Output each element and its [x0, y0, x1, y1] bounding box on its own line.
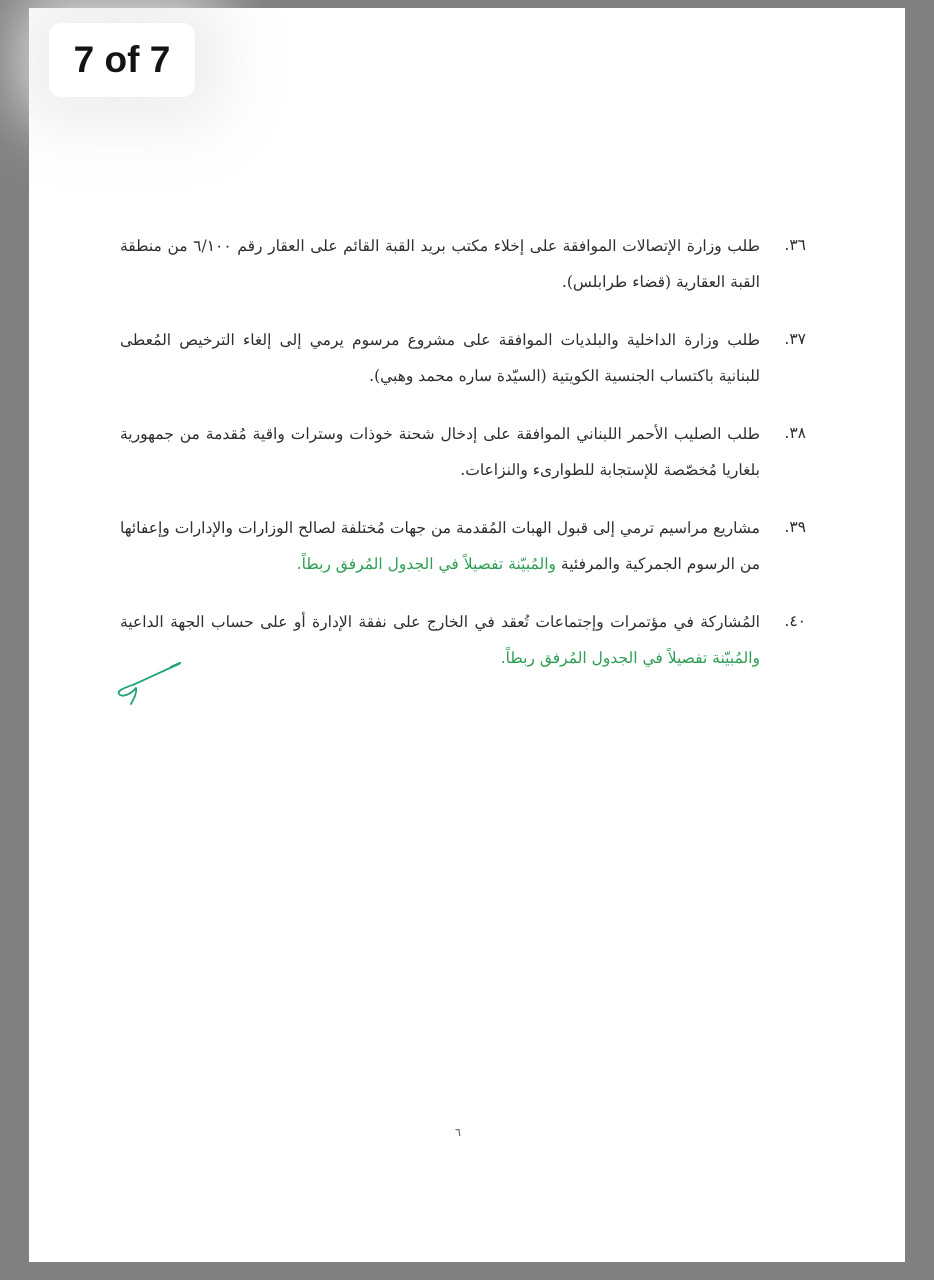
agenda-items-list — [120, 228, 806, 698]
agenda-item — [120, 228, 806, 322]
item-number: ٣٩. — [784, 518, 806, 536]
item-text — [120, 416, 760, 488]
item-text-highlight: والمُبيّنة تفصيلاً في الجدول المُرفق ربطاً. — [296, 555, 556, 573]
page-number: ٦ — [455, 1126, 461, 1139]
item-number: ٣٧. — [784, 330, 806, 348]
item-text — [120, 228, 760, 300]
item-text-main: طلب وزارة الإتصالات الموافقة على إخلاء مكتب بريد القبة القائم على العقار رقم ٦/١٠٠ من منطقة القبة العقارية (قضاء طرابلس). — [120, 237, 760, 291]
item-number: ٣٦. — [784, 236, 806, 254]
item-text — [120, 604, 760, 676]
agenda-item — [120, 604, 806, 698]
item-number: ٣٨. — [784, 424, 806, 442]
item-number: ٤٠. — [784, 612, 806, 630]
item-text-main: طلب الصليب الأحمر اللبناني الموافقة على إدخال شحنة خوذات وسترات واقية مُقدمة من جمهورية بلغاريا مُخصّصة للإستجابة للطوارىء والنزاعات. — [120, 425, 760, 479]
item-text-main: المُشاركة في مؤتمرات وإجتماعات تُعقد في الخارج على نفقة الإدارة أو على حساب الجهة الداعية — [120, 613, 760, 631]
agenda-item — [120, 416, 806, 510]
item-text — [120, 510, 760, 582]
item-text-highlight: والمُبيّنة تفصيلاً في الجدول المُرفق ربطاً. — [500, 649, 760, 667]
page-counter-badge: 7 of 7 — [49, 23, 195, 97]
agenda-item — [120, 510, 806, 604]
item-text-main: مشاريع مراسيم ترمي إلى قبول الهبات المُقدمة من جهات مُختلفة لصالح الوزارات والإدارات وإعفائها من الرسوم الجمركية والمرفئية — [120, 519, 760, 573]
agenda-item — [120, 322, 806, 416]
handwritten-signature — [113, 660, 183, 708]
item-text-main: طلب وزارة الداخلية والبلديات الموافقة على مشروع مرسوم يرمي إلى إلغاء الترخيص المُعطى للبنانية باكتساب الجنسية الكويتية (السيّدة ساره محمد وهبي). — [120, 331, 760, 385]
item-text — [120, 322, 760, 394]
